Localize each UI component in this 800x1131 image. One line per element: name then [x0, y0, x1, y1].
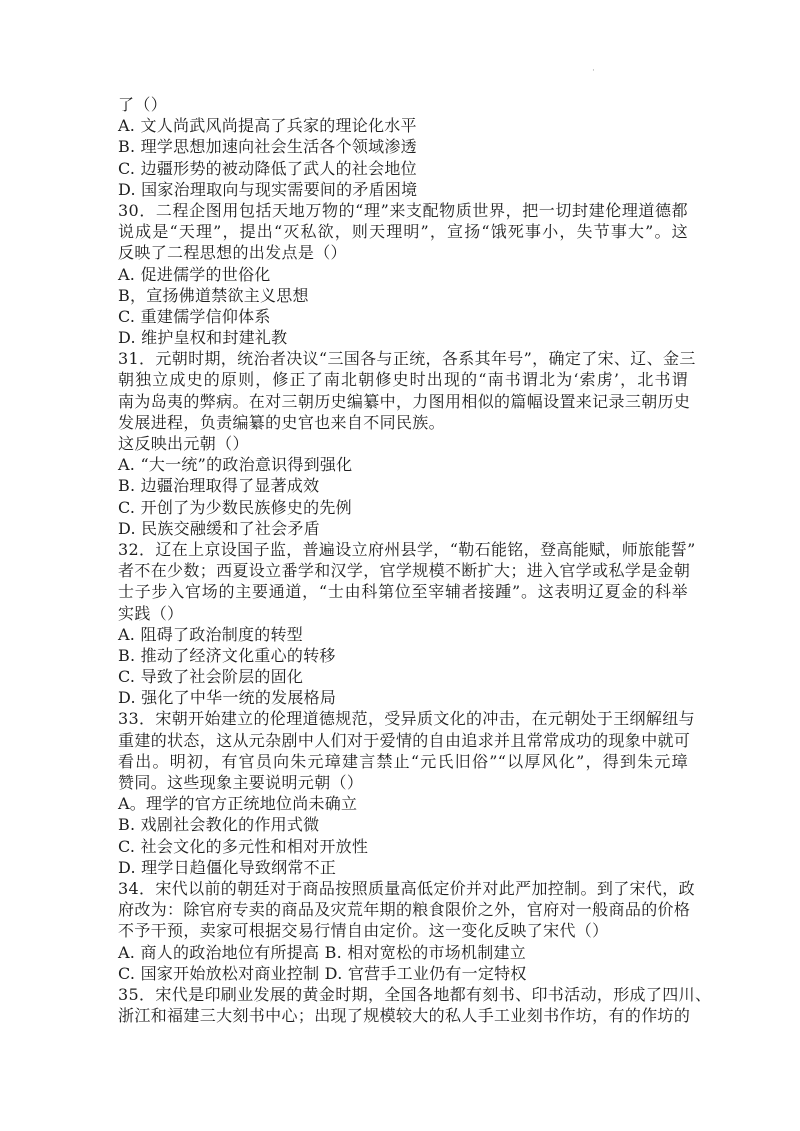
question-32-line: 者不在少数；西夏设立番学和汉学，官学规模不断扩大；进入官学或私学是金朝: [118, 561, 691, 581]
question-35-line: 35．宋代是印刷业发展的黄金时期，全国各地都有刻书、印书活动，形成了四川、: [118, 984, 712, 1004]
question-33-line: 重建的状态，这从元杂剧中人们对于爱情的自由追求并且常常成功的现象中就可: [118, 730, 691, 750]
option-line: B. 理学思想加速向社会生活各个领域渗透: [118, 137, 417, 157]
option-line: C. 边疆形势的被动降低了武人的社会地位: [118, 158, 417, 178]
option-line: D. 理学日趋僵化导致纲常不正: [118, 857, 337, 877]
option-line: D. 民族交融缓和了社会矛盾: [118, 518, 320, 538]
document-page: [118, 94, 712, 1026]
question-33-line: 赞同。这些现象主要说明元朝（）: [118, 773, 364, 792]
question-32-line: 实践（）: [118, 603, 184, 623]
question-32-line: 32．辽在上京设国子监，普遍设立府州县学，“勒石能铭，登高能赋，师旅能誓”: [118, 539, 696, 559]
question-30-line: 30．二程企图用包括天地万物的“理”来支配物质世界，把一切封建伦理道德都: [118, 200, 688, 220]
question-33-line: 33．宋朝开始建立的伦理道德规范，受异质文化的冲击，在元朝处于王纲解纽与: [118, 709, 695, 729]
question-31-line: 朝独立成史的原则，修正了南北朝修史时出现的“南书谓北为‘索虏’，北书谓: [118, 370, 688, 390]
option-line: B，宣扬佛道禁欲主义思想: [118, 285, 309, 305]
question-34-line: 府改为：除官府专卖的商品及灾荒年期的粮食限价之外，官府对一般商品的价格: [118, 900, 691, 920]
option-line: D. 国家治理取向与现实需要间的矛盾困境: [118, 179, 418, 199]
corner-mark: ·: [592, 66, 595, 76]
option-line: A. “大一统”的政治意识得到强化: [118, 455, 353, 475]
question-31-line: 31．元朝时期，统治者决议“三国各与正统，各系其年号”，确定了宋、辽、金三: [118, 349, 696, 369]
option-line: A. 促进儒学的世俗化: [118, 264, 271, 284]
question-30-line: 反映了二程思想的出发点是（）: [118, 243, 347, 263]
question-33-line: 看出。明初，有官员向朱元璋建言禁止“元氏旧俗”“以厚风化”，得到朱元璋: [118, 751, 688, 771]
question-34-line: 34．宋代以前的朝廷对于商品按照质量高低定价并对此严加控制。到了宋代，政: [118, 878, 695, 898]
option-line: C. 导致了社会阶层的固化: [118, 667, 304, 687]
question-31-line: 南为岛夷的弊病。在对三朝历史编纂中，力图用相似的篇幅设置来记录三朝历史: [118, 391, 691, 411]
question-31-line: 这反映出元朝（）: [118, 434, 249, 453]
text-line: 了（）: [118, 95, 168, 114]
option-line: B. 戏剧社会教化的作用式微: [118, 815, 320, 835]
option-line: C. 重建儒学信仰体系: [118, 306, 271, 326]
question-34-line: 不予干预，卖家可根据交易行情自由定价。这一变化反映了宋代（）: [118, 921, 609, 941]
question-30-line: 说成是“天理”，提出“灭私欲，则天理明”，宣扬“饿死事小，失节事大”。这: [118, 222, 688, 242]
question-32-line: 士子步入官场的主要通道，“士由科第位至宰辅者接踵”。这表明辽夏金的科举: [118, 582, 688, 602]
option-line: D. 维护皇权和封建礼教: [118, 328, 288, 348]
option-line: D. 强化了中华一统的发展格局: [118, 688, 337, 708]
option-line: B. 边疆治理取得了显著成效: [118, 476, 320, 496]
option-line: A. 文人尚武风尚提高了兵家的理论化水平: [118, 116, 417, 136]
option-line: C. 开创了为少数民族修史的先例: [118, 497, 352, 517]
option-line: A. 商人的政治地位有所提高 B. 相对宽松的市场机制建立: [118, 942, 526, 962]
option-line: B. 推动了经济文化重心的转移: [118, 645, 336, 665]
question-35-line: 浙江和福建三大刻书中心；出现了规模较大的私人手工业刻书作坊，有的作坊的: [118, 1006, 691, 1026]
question-31-line: 发展进程，负责编纂的史官也来自不同民族。: [118, 412, 446, 432]
option-line: C. 社会文化的多元性和相对开放性: [118, 836, 369, 856]
option-line: C. 国家开始放松对商业控制 D. 官营手工业仍有一定特权: [118, 963, 527, 983]
option-line: A。理学的官方正统地位尚未确立: [118, 794, 358, 814]
option-line: A. 阻碍了政治制度的转型: [118, 624, 303, 644]
